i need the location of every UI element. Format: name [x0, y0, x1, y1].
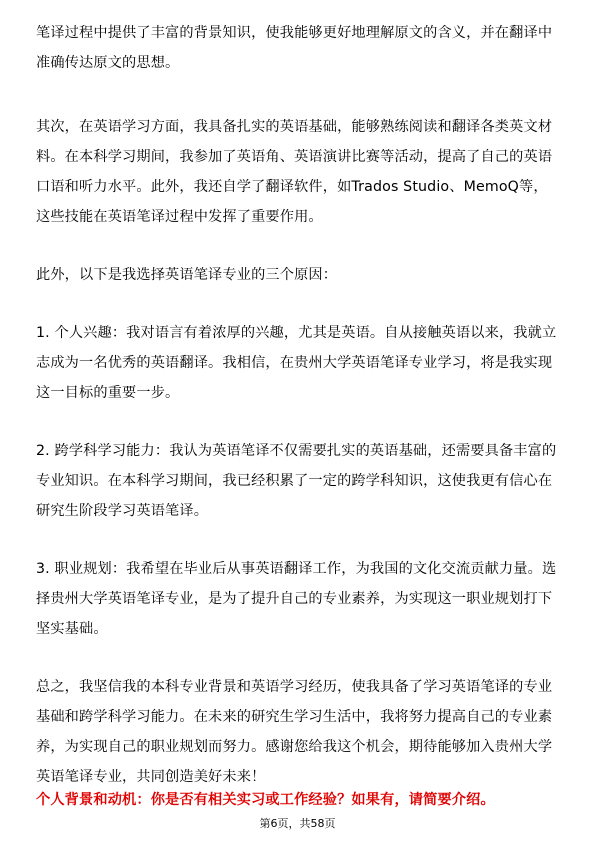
paragraph-english-skills: 其次，在英语学习方面，我具备扎实的英语基础，能够熟练阅读和翻译各类英文材料。在本科学习期间，我参加了英语角、英语演讲比赛等活动，提高了自己的英语口语和听力水平。此外，我还自学了翻译软件，如Trados Studio、MemoQ等，这些技能在英语笔译过程中发挥了重要作用。	[36, 119, 553, 225]
paragraph-conclusion: 总之，我坚信我的本科专业背景和英语学习经历，使我具备了学习英语笔译的专业基础和跨学科学习能力。在未来的研究生学习生活中，我将努力提高自己的专业素养，为实现自己的职业规划而努力。感谢您给我这个机会，期待能够加入贵州大学英语笔译专业，共同创造美好未来！	[36, 679, 553, 785]
paragraph-reasons-intro: 此外，以下是我选择英语笔译专业的三个原因：	[36, 267, 338, 283]
paragraph-reason-interdisciplinary: 2. 跨学科学习能力：我认为英语笔译不仅需要扎实的英语基础，还需要具备丰富的专业知识。在本科学习期间，我已经积累了一定的跨学科知识，这使我更有信心在研究生阶段学习英语笔译。	[36, 443, 557, 519]
paragraph-reason-career: 3. 职业规划：我希望在毕业后从事英语翻译工作，为我国的文化交流贡献力量。选择贵州大学英语笔译专业，是为了提升自己的专业素养，为实现这一职业规划打下坚实基础。	[36, 561, 557, 637]
question-heading: 个人背景和动机：你是否有相关实习或工作经验？如果有，请简要介绍。	[36, 792, 495, 808]
page-number: 第6页，共58页	[259, 817, 336, 830]
paragraph-reason-interest: 1. 个人兴趣：我对语言有着浓厚的兴趣，尤其是英语。自从接触英语以来，我就立志成为一名优秀的英语翻译。我相信，在贵州大学英语笔译专业学习，将是我实现这一目标的重要一步。	[36, 325, 557, 401]
paragraph-translation-background: 笔译过程中提供了丰富的背景知识，使我能够更好地理解原文的含义，并在翻译中准确传达原文的思想。	[36, 25, 553, 71]
document-body	[36, 18, 560, 820]
